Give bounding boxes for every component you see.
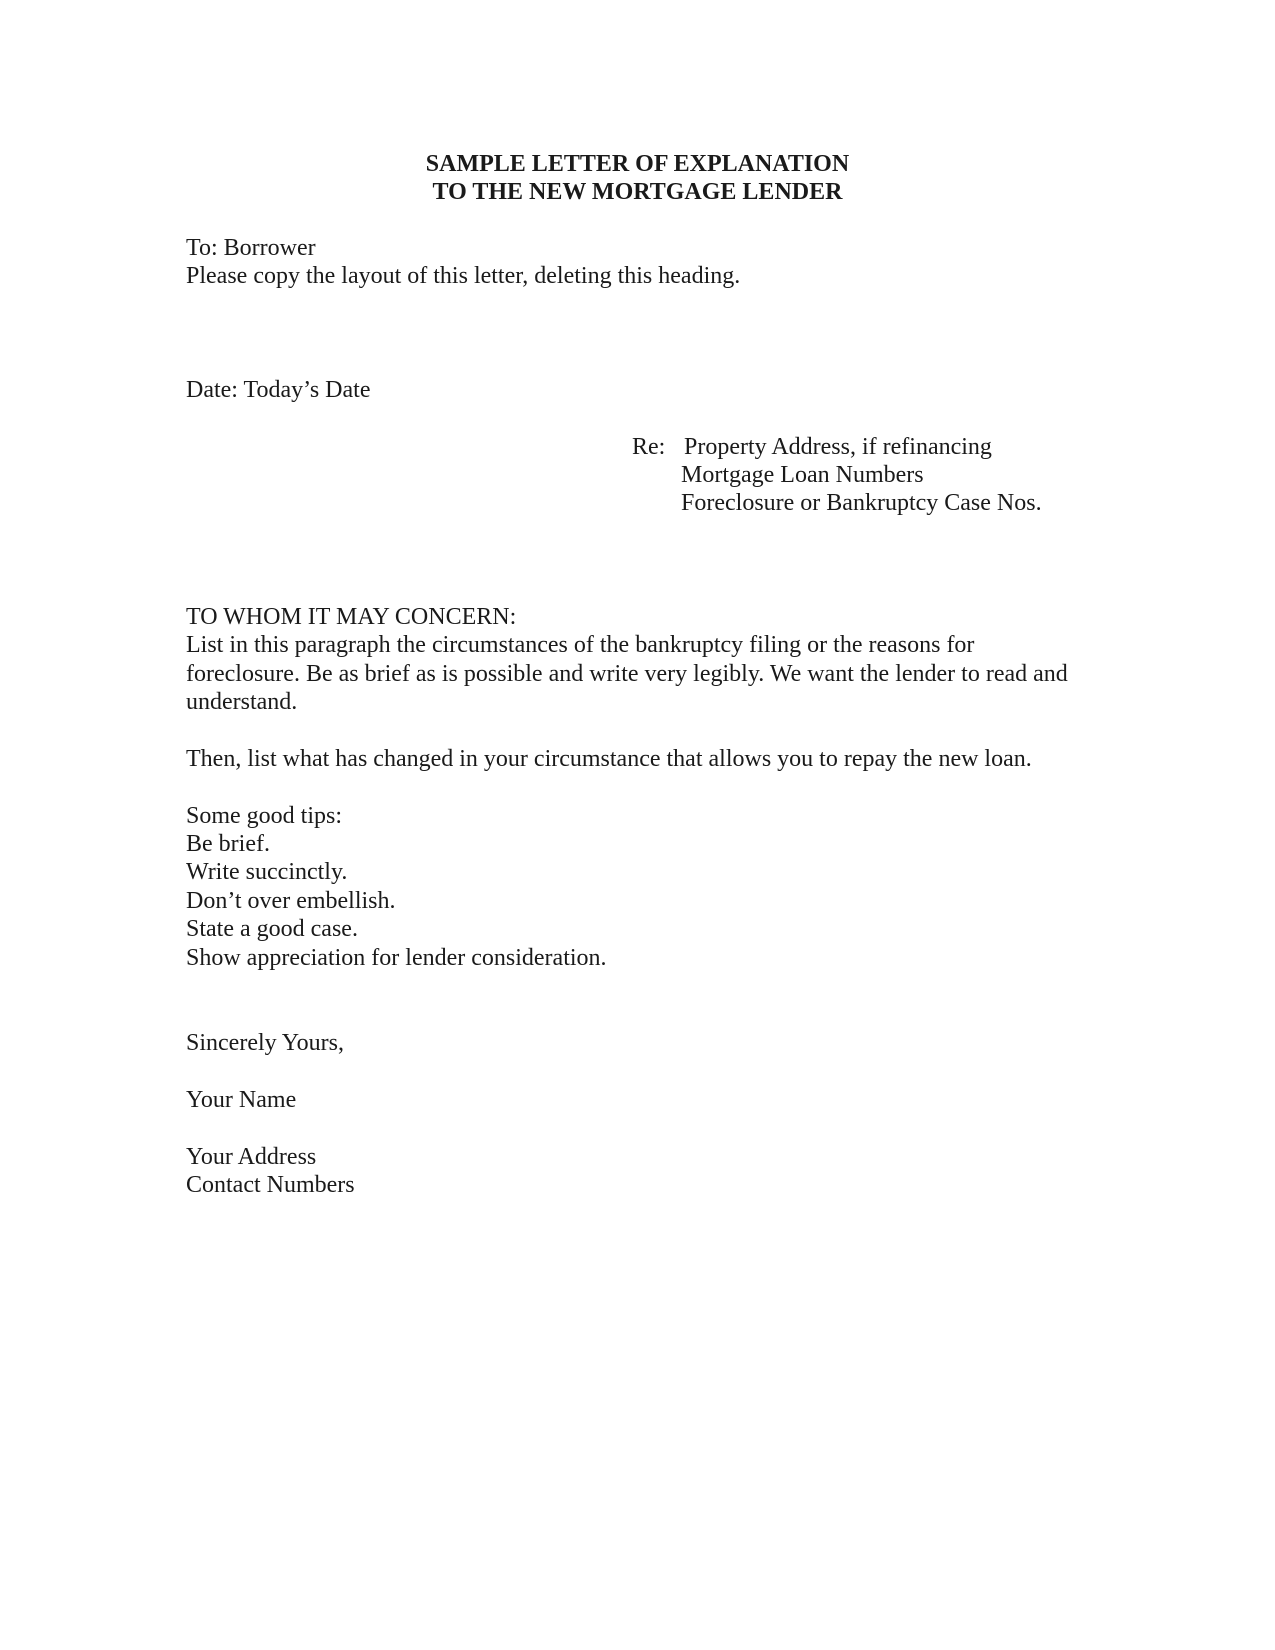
signature-name: Your Name [186,1087,297,1113]
tip-item: Be brief. [186,831,270,857]
tip-item: Write succinctly. [186,859,348,885]
salutation: TO WHOM IT MAY CONCERN: [186,604,517,630]
tip-item: Don’t over embellish. [186,888,396,914]
tips-heading: Some good tips: [186,803,343,829]
heading-line-1: SAMPLE LETTER OF EXPLANATION [425,151,850,177]
body-paragraph-2: Then, list what has changed in your circumstance that allows you to repay the new loan. [186,746,1032,772]
signature-address: Your Address [186,1144,317,1170]
closing: Sincerely Yours, [186,1030,345,1056]
tip-item: State a good case. [186,916,358,942]
tip-item: Show appreciation for lender consideration. [186,945,607,971]
signature-contact: Contact Numbers [186,1172,355,1198]
instruction-to: To: Borrower [186,235,316,261]
re-line-3: Foreclosure or Bankruptcy Case Nos. [681,490,1042,516]
instruction-note: Please copy the layout of this letter, deleting this heading. [186,263,741,289]
heading-line-2: TO THE NEW MORTGAGE LENDER [432,179,843,205]
re-line-2: Mortgage Loan Numbers [681,462,924,488]
re-line-1: Property Address, if refinancing [684,434,992,460]
body-paragraph-1: List in this paragraph the circumstances of the bankruptcy filing or the reasons for foreclosure. Be as brief as is possible and write very legibly. We want the lender to read and understand. [186,632,1068,715]
letter-date: Date: Today’s Date [186,377,371,403]
re-label: Re: [632,434,666,460]
